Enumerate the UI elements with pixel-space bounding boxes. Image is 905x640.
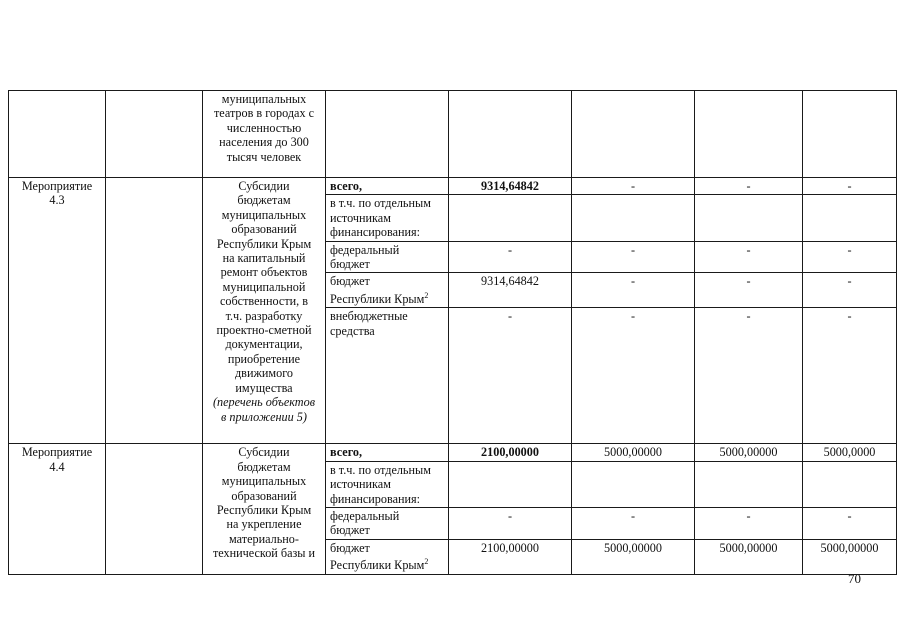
funding-source-line: внебюджетные [330,309,408,324]
funding-source-line: всего, [330,445,363,460]
value-cell: 5000,00000 [572,539,695,574]
table-row [9,178,897,195]
description-line: Субсидии [238,445,290,460]
description-note-line: (перечень объектов [213,395,315,410]
description-line: численностью [226,120,302,135]
value-cell: - [572,178,695,195]
value-cell: - [449,308,572,444]
table-row [9,91,897,178]
description-line: на укрепление [226,517,302,532]
value-cell: - [695,308,803,444]
description-line: имущества [235,380,293,395]
description-cell [203,444,326,574]
footnote-marker: 2 [424,290,429,300]
funding-source-line: бюджет [330,274,370,289]
funding-source-line: источникам [330,477,391,492]
description-line: Субсидии [238,179,290,193]
value-cell: 2100,00000 [449,444,572,461]
description-line: Республики Крым [216,502,312,517]
funding-source-cell [326,273,449,308]
description-line: Республики Крым [216,236,312,251]
value-cell: 5000,00000 [572,444,695,461]
value-cell: 5000,00000 [695,444,803,461]
event-name-line: 4.4 [49,459,65,474]
funding-source-line: источникам [330,210,391,225]
value-cell [572,195,695,241]
description-cell [203,178,326,444]
description-line: на капитальный [222,251,306,266]
description-line: технической базы и [212,546,316,561]
funding-source-line: федеральный [330,508,400,523]
funding-source-cell [326,444,449,461]
description-cell [203,91,326,178]
value-cell [572,461,695,507]
executor-cell [106,444,203,574]
description-line: бюджетам [237,193,291,208]
event-cell [9,178,106,444]
description-line: образований [231,222,297,237]
funding-source-cell [326,308,449,444]
funding-source-line: бюджет [330,540,370,555]
value-cell: - [449,241,572,273]
event-name-line: Мероприятие [21,179,93,193]
funding-source-line: средства [330,323,375,338]
table-row [9,444,897,461]
description-line: муниципальных [221,92,307,106]
value-cell: 5000,0000 [803,444,897,461]
funding-source-line: Республики Крым [330,558,425,573]
description-line: ремонт объектов [220,265,308,280]
value-cell: 5000,00000 [695,539,803,574]
event-name-line: 4.3 [49,193,65,208]
value-cell: - [803,308,897,444]
description-line: проектно-сметной [216,323,312,338]
value-cell: - [695,507,803,539]
description-line: т.ч. разработку [225,308,303,323]
funding-source-cell [326,507,449,539]
funding-source-line: в т.ч. по отдельным [330,462,431,477]
value-cell: - [572,273,695,308]
value-cell [695,461,803,507]
value-cell: - [572,507,695,539]
value-cell: - [803,273,897,308]
description-line: населения до 300 [219,135,309,150]
value-cell: - [695,241,803,273]
funding-source-line: финансирования: [330,491,421,506]
value-cell: - [803,178,897,195]
executor-cell [106,91,203,178]
value-cell: - [572,241,695,273]
funding-source-line: бюджет [330,523,370,538]
description-line: муниципальных [221,207,307,222]
value-cell [803,195,897,241]
funding-source-line: Республики Крым [330,291,425,306]
funding-source-cell [326,178,449,195]
value-cell [803,91,897,178]
funding-source-line-wrap [330,289,444,306]
description-line: документации, [225,337,303,352]
budget-table [8,90,897,575]
event-cell [9,444,106,574]
value-cell: 9314,64842 [449,273,572,308]
funding-source-line-wrap [330,555,444,572]
event-cell [9,91,106,178]
value-cell [449,91,572,178]
value-cell: - [803,507,897,539]
description-line: движимого [234,366,293,381]
description-line: тысяч человек [226,149,302,164]
value-cell [695,195,803,241]
value-cell: - [572,308,695,444]
source-cell [326,91,449,178]
event-name-line: Мероприятие [21,445,93,460]
value-cell [803,461,897,507]
value-cell: - [803,241,897,273]
funding-source-line: в т.ч. по отдельным [330,196,431,211]
funding-source-cell [326,539,449,574]
description-line: театров в городах с [213,106,315,121]
funding-source-line: федеральный [330,242,400,257]
value-cell: 5000,00000 [803,539,897,574]
description-note-line: в приложении 5) [221,409,307,424]
description-line: бюджетам [237,459,291,474]
value-cell: 2100,00000 [449,539,572,574]
value-cell [572,91,695,178]
funding-source-cell [326,195,449,241]
value-cell [695,91,803,178]
description-line: приобретение [227,351,301,366]
funding-source-line: финансирования: [330,225,421,240]
description-line: муниципальных [221,474,307,489]
value-cell [449,195,572,241]
funding-source-line: всего, [330,179,363,193]
funding-source-cell [326,461,449,507]
funding-source-line: бюджет [330,257,370,272]
description-line: собственности, в [219,294,309,309]
footnote-marker: 2 [424,557,429,567]
value-cell: - [695,273,803,308]
budget-table-body [9,91,897,575]
description-line: материально- [229,531,299,546]
funding-source-cell [326,241,449,273]
value-cell: 9314,64842 [449,178,572,195]
description-line: образований [231,488,297,503]
value-cell: - [449,507,572,539]
value-cell [449,461,572,507]
description-line: муниципальной [222,279,306,294]
executor-cell [106,178,203,444]
value-cell: - [695,178,803,195]
page-number: 70 [848,571,861,586]
